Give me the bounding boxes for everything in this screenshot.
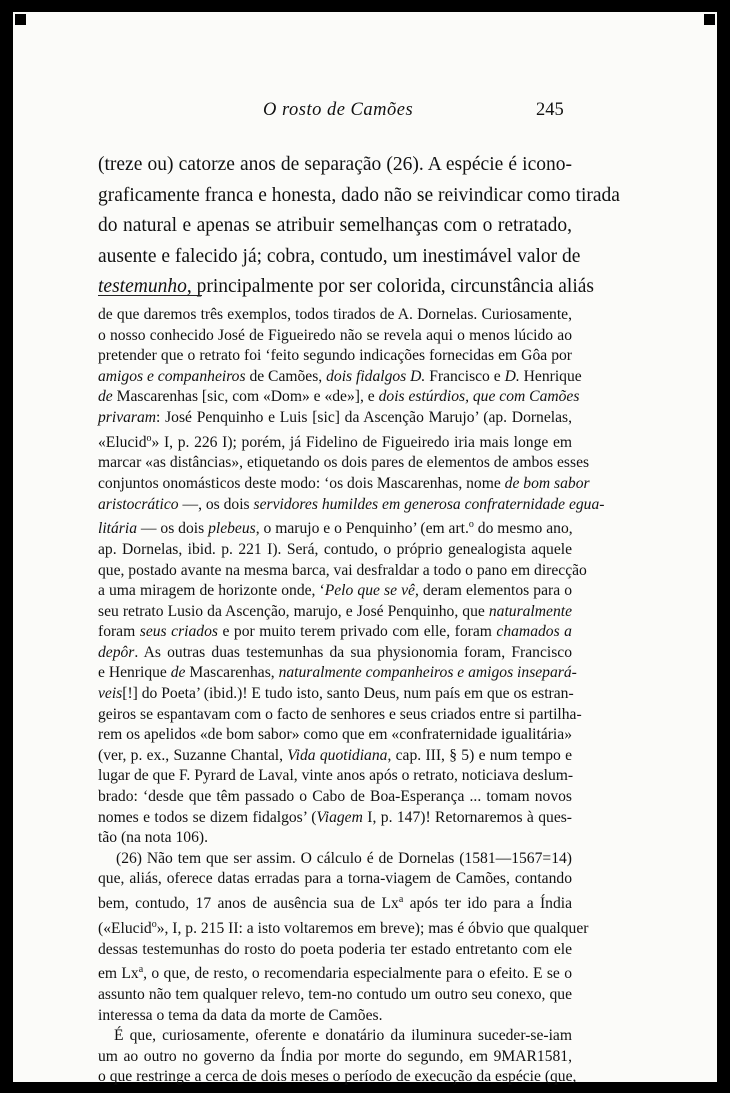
footnote-text: lugar de que F. Pyrard de Laval, vinte anos após o retrato, noticiava deslum- — [98, 767, 574, 785]
footnote-text: rem os apelidos «de bom sabor» como que em «confraternidade igualitária» — [98, 726, 572, 744]
footnote-text: após ter ido para a Índia — [403, 895, 572, 913]
footnote-italic: naturalmente companheiros e amigos insepará- — [278, 664, 577, 682]
footnote-text: pretender que o retrato foi ‘feito segundo indicações fornecidas em Gôa por — [98, 347, 572, 365]
footnote-line — [98, 766, 572, 787]
footnote-text: , deram elementos para o — [414, 582, 573, 600]
footnote-line — [98, 869, 572, 890]
footnote-text: que, postado avante na mesma barca, vai desfraldar a todo o pano em direcção — [98, 561, 587, 579]
footnote-italic: plebeus — [208, 520, 256, 538]
footnote-line — [98, 561, 587, 582]
footnote-italic: depôr — [98, 643, 135, 661]
footnote-text: o nosso conhecido José de Figueiredo não se revela aqui o menos lúcido ao — [98, 326, 572, 344]
page-number: 245 — [536, 100, 564, 120]
footnote-italic: de — [170, 664, 186, 682]
footnote-text: Mascarenhas, — [185, 664, 279, 682]
footnote-line — [98, 326, 572, 347]
footnote-text: assunto não tem qualquer relevo, tem-no contudo um outro seu conexo, que — [98, 985, 572, 1003]
footnote-text: do mesmo ano, — [473, 520, 573, 538]
footnote-text: bem, contudo, 17 anos de ausência sua de Lx — [98, 895, 399, 913]
footnote-line — [98, 367, 582, 388]
footnote-superscript: o — [146, 432, 152, 444]
main-line: do natural e apenas se atribuir semelhanças com o retratado, — [98, 215, 572, 236]
footnote-text: , cap. III, § 5) e num tempo e — [387, 746, 572, 764]
footnote-text: um ao outro no governo da Índia por morte do segundo, em 9MAR1581, — [98, 1047, 572, 1065]
footnote-italic: seus criados — [139, 623, 218, 641]
running-title: O rosto de Camões — [263, 100, 414, 120]
footnote-text: de Camões, — [245, 367, 327, 385]
footnote-text: conjuntos onomásticos deste modo: ‘os dois Mascarenhas, nome — [98, 474, 505, 492]
footnote-line — [98, 387, 580, 408]
footnote-line — [98, 602, 572, 623]
footnote-line — [98, 495, 605, 516]
footnote-line — [98, 828, 572, 849]
footnote-italic: aristocrático — [98, 495, 179, 513]
footnote-text: — os dois — [137, 520, 209, 538]
footnote-text: I, p. 147)! Retornaremos à ques- — [362, 808, 573, 826]
footnote-superscript: o — [151, 918, 157, 930]
footnote-text: interessa o tema da data da morte de Camões. — [98, 1006, 383, 1024]
footnote-text: , o que, de resto, o recomendaria especialmente para o efeito. E se o — [143, 965, 572, 983]
footnote-text: seu retrato Lusio da Ascenção, marujo, e José Penquinho, que — [98, 602, 489, 620]
footnote-italic: D. — [504, 367, 520, 385]
footnote-line — [98, 643, 572, 664]
footnote-text: de que daremos três exemplos, todos tirados de A. Dornelas. Curiosamente, — [98, 306, 572, 323]
footnote-italic: dois fidalgos D. — [326, 367, 426, 385]
main-paragraph — [98, 150, 620, 303]
footnote-text: », I, p. 215 II: a isto voltaremos em breve); mas é óbvio que qualquer — [156, 919, 589, 937]
footnote-line — [98, 746, 572, 767]
footnote-text: —, os dois — [178, 495, 254, 513]
footnote-text: (26) Não tem que ser assim. O cálculo é de Dornelas (1581—1567=14) — [116, 849, 572, 867]
footnote-italic: de bom sabor — [504, 474, 590, 492]
main-line-italic: testemunho — [98, 276, 187, 297]
footnote-line — [98, 1006, 572, 1027]
footnote-line — [98, 663, 577, 684]
footnote-text: foram — [98, 623, 140, 641]
footnote-line — [98, 429, 572, 454]
footnote-italic: litária — [98, 520, 137, 538]
footnote-line — [98, 1067, 577, 1088]
footnote-text: » I, p. 226 I); porém, já Fidelino de Figueiredo iria mais longe em — [151, 433, 572, 451]
footnote-text: . As outras duas testemunhas da sua physionomia foram, Francisco — [134, 643, 572, 661]
footnote-line — [98, 985, 572, 1006]
footnote-line — [98, 453, 590, 474]
footnote-italic: privaram — [98, 408, 157, 426]
footnote-text: brado: ‘desde que têm passado o Cabo de Boa-Esperança ... tomam novos — [98, 788, 572, 806]
footnote-italic: Pelo que se vê — [324, 582, 415, 600]
footnote-superscript: a — [398, 894, 404, 905]
footnote-line — [98, 515, 572, 540]
footnote-text: É que, curiosamente, oferente e donatário da iluminura suceder-se-iam — [114, 1027, 572, 1045]
book-page — [13, 12, 717, 1086]
scan-corner-left — [15, 14, 26, 25]
footnote-line — [98, 1026, 572, 1047]
footnote-text: [!] do Poeta’ (ibid.)! E tudo isto, santo Deus, num país em que os estran- — [122, 685, 574, 703]
footnote-line — [98, 890, 572, 915]
footnote-text: a uma miragem de horizonte onde, ‘ — [98, 582, 325, 600]
footnote-text: dessas testemunhas do rosto do poeta poderia ter estado entretanto com ele — [98, 940, 572, 958]
footnote-text: («Elucid — [98, 919, 152, 937]
footnote-text: : José Penquinho e Luis [sic] da Ascenção Marujo’ (ap. Dornelas, — [156, 408, 572, 426]
footnote-separator — [98, 295, 202, 296]
footnote-text: e Henrique — [98, 664, 171, 682]
footnote-text: Henrique — [519, 367, 582, 385]
footnote-line — [98, 940, 572, 961]
footnote-line — [98, 787, 572, 808]
footnote-italic: chamados a — [496, 623, 572, 641]
footnote-line — [98, 705, 582, 726]
footnote-italic: veis — [98, 685, 123, 703]
footnote-line — [98, 408, 572, 429]
footnotes — [98, 305, 605, 1088]
footnote-line — [98, 540, 572, 561]
footnote-line — [98, 474, 590, 495]
footnote-superscript: a — [138, 964, 144, 976]
main-line: graficamente franca e honesta, dado não se reivindicar como tirada — [98, 184, 620, 206]
footnote-italic: amigos e companheiros — [98, 367, 246, 385]
footnote-line — [98, 1047, 572, 1068]
page-header — [13, 100, 717, 130]
footnote-text: marcar «as distâncias», etiquetando os dois pares de elementos de ambos esses — [98, 454, 590, 472]
footnote-line — [98, 622, 572, 643]
footnote-superscript: o — [468, 519, 474, 531]
footnote-text: (ver, p. ex., Suzanne Chantal, — [98, 746, 288, 764]
scan-corner-right — [704, 14, 715, 25]
footnote-italic: servidores humildes em generosa confraternidade egua- — [253, 495, 605, 513]
footnote-italic: dois estúrdios, que com Camões — [378, 388, 580, 406]
main-line: ausente e falecido já; cobra, contudo, um inestimável valor de — [98, 245, 581, 267]
footnote-line — [98, 849, 572, 870]
footnote-text: Francisco e — [425, 367, 505, 385]
main-line — [98, 272, 594, 303]
footnote-line — [98, 915, 589, 940]
footnote-text: nomes e todos se dizem fidalgos’ ( — [98, 808, 317, 826]
footnote-italic: Viagem — [316, 808, 363, 826]
footnote-line — [98, 960, 572, 985]
footnote-line — [98, 684, 572, 705]
footnote-line — [98, 725, 572, 746]
footnote-text: o que restringe a cerca de dois meses o período de execução da espécie (que, — [98, 1068, 577, 1086]
main-line-text: , principalmente por ser colorida, circunstância aliás — [186, 276, 594, 297]
footnote-italic: de — [98, 388, 113, 406]
footnote-text: tão (na nota 106). — [98, 829, 208, 847]
footnote-text: que, aliás, oferece datas erradas para a torna-viagem de Camões, contando — [98, 870, 572, 888]
footnote-line — [98, 305, 572, 326]
footnote-text: Mascarenhas [sic, com «Dom» e «de»], e — [112, 388, 379, 406]
footnote-line — [98, 581, 572, 602]
footnote-text: «Elucid — [98, 433, 147, 451]
footnote-italic: Vida quotidiana — [287, 746, 388, 764]
main-line: (treze ou) catorze anos de separação (26). A espécie é icono- — [98, 154, 572, 175]
footnote-line — [98, 346, 572, 367]
footnote-text: em Lx — [98, 965, 139, 983]
footnote-text: , o marujo e o Penquinho’ (em art. — [255, 520, 469, 538]
footnote-line — [98, 808, 572, 829]
footnote-text: geiros se espantavam com o facto de senhores e seus criados entre si partilha- — [98, 705, 582, 723]
footnote-text: ap. Dornelas, ibid. p. 221 I). Será, contudo, o próprio genealogista aquele — [98, 540, 572, 558]
footnote-italic: naturalmente — [488, 602, 572, 620]
footnote-text: e por muito terem privado com elle, foram — [217, 623, 497, 641]
